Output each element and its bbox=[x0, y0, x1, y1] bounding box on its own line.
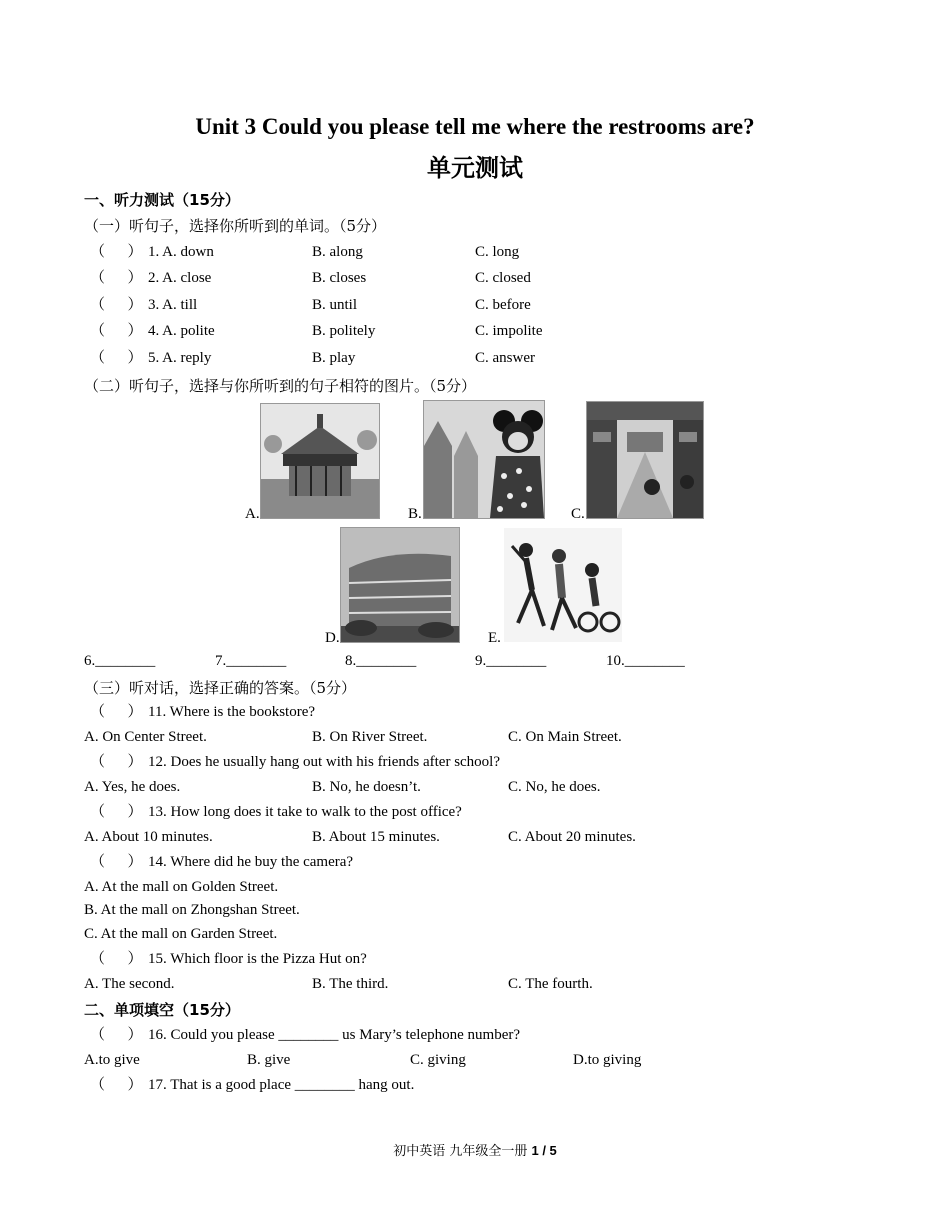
option-b: B. The third. bbox=[312, 976, 389, 992]
picture-label-c: C. bbox=[571, 506, 585, 522]
page-number: 1 / 5 bbox=[531, 1143, 557, 1158]
option-c: C. long bbox=[475, 244, 520, 260]
picture-label-d: D. bbox=[325, 630, 340, 646]
option-c: C. The fourth. bbox=[508, 976, 593, 992]
option-c: C. On Main Street. bbox=[508, 729, 622, 745]
list-item: （ ） 1. A. down bbox=[90, 244, 214, 260]
picture-label-e: E. bbox=[488, 630, 501, 646]
option-c: C. giving bbox=[410, 1052, 466, 1068]
question-15: （ ） 15. Which floor is the Pizza Hut on? bbox=[90, 951, 367, 967]
answer-blank-8: 8.________ bbox=[345, 653, 417, 669]
answer-blank-9: 9.________ bbox=[475, 653, 547, 669]
option-a: A. Yes, he does. bbox=[84, 779, 181, 795]
section-heading-multiple-choice: 二、单项填空（15分） bbox=[84, 1001, 240, 1019]
picture-mall-interior bbox=[586, 401, 704, 519]
option-b: B. along bbox=[312, 244, 363, 260]
option-c: C. impolite bbox=[475, 323, 543, 339]
option-c: C. closed bbox=[475, 270, 531, 286]
section-heading-listening: 一、听力测试（15分） bbox=[84, 191, 240, 209]
option-b: B. until bbox=[312, 297, 358, 313]
picture-label-a: A. bbox=[245, 506, 260, 522]
option-c: C. before bbox=[475, 297, 531, 313]
option-a: A. At the mall on Golden Street. bbox=[84, 879, 279, 895]
option-b: B. give bbox=[247, 1052, 291, 1068]
footer-text: 初中英语 九年级全一册 bbox=[393, 1144, 532, 1159]
option-a: A. About 10 minutes. bbox=[84, 829, 213, 845]
question-12: （ ） 12. Does he usually hang out with his friends after school? bbox=[90, 754, 501, 770]
picture-dancers bbox=[503, 527, 623, 643]
picture-label-b: B. bbox=[408, 506, 422, 522]
page-title: Unit 3 Could you please tell me where the restrooms are? bbox=[195, 114, 755, 139]
option-b: B. politely bbox=[312, 323, 376, 339]
option-c: C. answer bbox=[475, 350, 535, 366]
question-14: （ ） 14. Where did he buy the camera? bbox=[90, 854, 354, 870]
option-b: B. No, he doesn’t. bbox=[312, 779, 421, 795]
part-heading-2: （二）听句子，选择与你所听到的句子相符的图片。（5分） bbox=[84, 377, 477, 395]
option-b: B. play bbox=[312, 350, 356, 366]
option-b: B. closes bbox=[312, 270, 367, 286]
option-b: B. About 15 minutes. bbox=[312, 829, 440, 845]
list-item: （ ） 5. A. reply bbox=[90, 350, 212, 366]
picture-carousel bbox=[260, 403, 380, 519]
option-a: A.to give bbox=[84, 1052, 140, 1068]
option-b: B. At the mall on Zhongshan Street. bbox=[84, 902, 300, 918]
option-c: C. About 20 minutes. bbox=[508, 829, 636, 845]
part-heading-3: （三）听对话，选择正确的答案。（5分） bbox=[84, 679, 357, 697]
list-item: （ ） 2. A. close bbox=[90, 270, 212, 286]
page-footer bbox=[0, 1140, 950, 1159]
answer-blank-6: 6.________ bbox=[84, 653, 156, 669]
option-d: D.to giving bbox=[573, 1052, 642, 1068]
question-16: （ ） 16. Could you please ________ us Mary’s telephone number? bbox=[90, 1027, 521, 1043]
option-a: A. The second. bbox=[84, 976, 175, 992]
list-item: （ ） 3. A. till bbox=[90, 297, 198, 313]
option-c: C. No, he does. bbox=[508, 779, 601, 795]
picture-theme-park-character bbox=[423, 400, 545, 519]
question-13: （ ） 13. How long does it take to walk to the post office? bbox=[90, 804, 462, 820]
answer-blank-7: 7.________ bbox=[215, 653, 287, 669]
answer-blank-10: 10.________ bbox=[606, 653, 685, 669]
page-subtitle: 单元测试 bbox=[427, 154, 523, 182]
option-c: C. At the mall on Garden Street. bbox=[84, 926, 278, 942]
question-11: （ ） 11. Where is the bookstore? bbox=[90, 704, 316, 720]
part-heading-1: （一）听句子，选择你所听到的单词。（5分） bbox=[84, 217, 387, 235]
list-item: （ ） 4. A. polite bbox=[90, 323, 215, 339]
option-a: A. On Center Street. bbox=[84, 729, 207, 745]
question-17: （ ） 17. That is a good place ________ hang out. bbox=[90, 1077, 415, 1093]
option-b: B. On River Street. bbox=[312, 729, 428, 745]
picture-building bbox=[340, 527, 460, 643]
